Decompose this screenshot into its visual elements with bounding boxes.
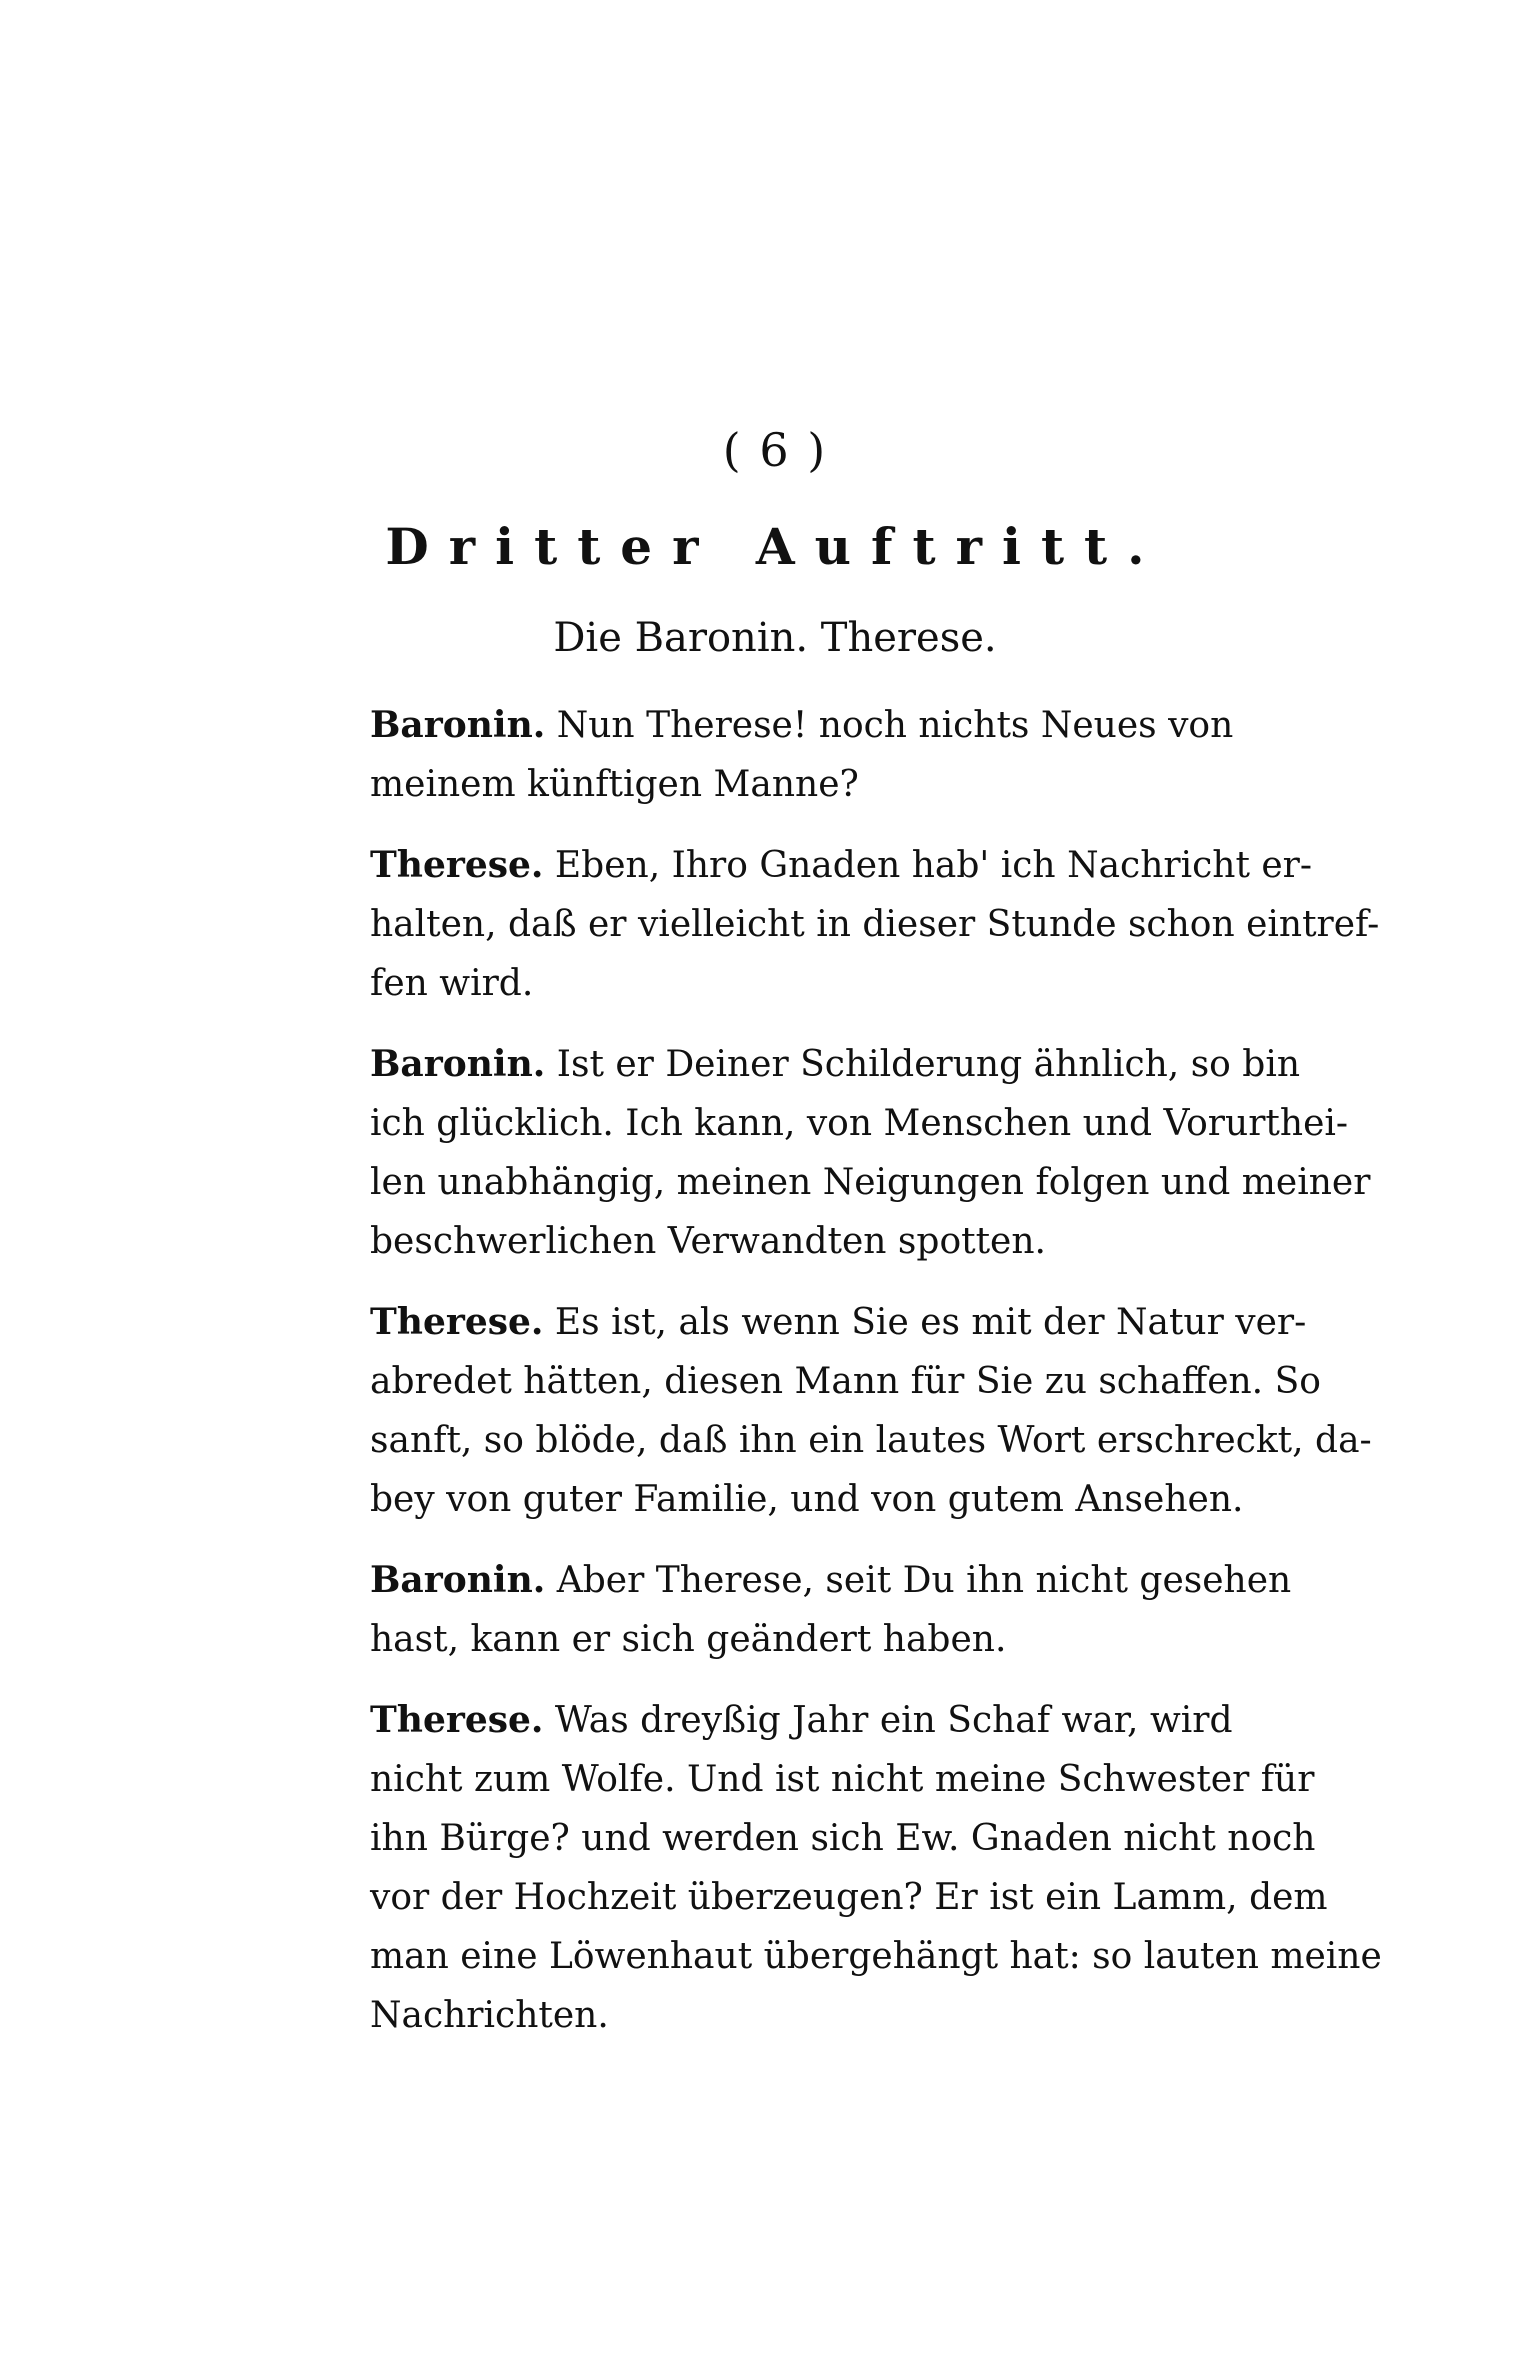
speech-paragraph bbox=[370, 1551, 1292, 1669]
speech-line bbox=[370, 1610, 1180, 1669]
speaker-name: Baronin. bbox=[370, 1043, 546, 1085]
speech-line bbox=[370, 696, 1234, 755]
page-number: ( 6 ) bbox=[722, 423, 828, 477]
speech-paragraph bbox=[370, 696, 1234, 814]
speech-line bbox=[370, 1094, 1349, 1153]
text-block bbox=[370, 420, 1382, 2067]
line-text: bey von guter Familie, und von gutem Ansehen. bbox=[370, 1479, 1244, 1520]
line-text: man eine Löwenhaut übergehängt hat: so lauten meine bbox=[370, 1936, 1382, 1977]
line-text: nicht zum Wolfe. Und ist nicht meine Schwester für bbox=[370, 1759, 1315, 1800]
speech-line bbox=[370, 1809, 1316, 1868]
speech-line bbox=[370, 1470, 1244, 1529]
speech-paragraph bbox=[370, 1691, 1382, 2045]
speech-line bbox=[370, 1868, 1328, 1927]
line-text: vor der Hochzeit überzeugen? Er ist ein Lamm, dem bbox=[370, 1877, 1328, 1918]
character-list: Die Baronin. Therese. bbox=[553, 615, 997, 661]
speech-line bbox=[370, 1691, 1233, 1750]
speech-paragraph bbox=[370, 836, 1380, 1013]
speech-line bbox=[370, 1411, 1372, 1470]
speech-paragraph bbox=[370, 1035, 1371, 1271]
scene-title: Dritter Auftritt. bbox=[385, 517, 1165, 576]
speaker-name: Therese. bbox=[370, 1699, 544, 1741]
line-text: Ist er Deiner Schilderung ähnlich, so bin bbox=[556, 1044, 1301, 1085]
speech-line bbox=[370, 895, 1380, 954]
speech-line bbox=[370, 1986, 1180, 2045]
line-text: halten, daß er vielleicht in dieser Stunde schon eintref- bbox=[370, 904, 1380, 945]
line-text: len unabhängig, meinen Neigungen folgen und meiner bbox=[370, 1162, 1371, 1203]
line-text: hast, kann er sich geändert haben. bbox=[370, 1619, 1007, 1660]
line-text: Aber Therese, seit Du ihn nicht gesehen bbox=[556, 1560, 1292, 1601]
line-text: ich glücklich. Ich kann, von Menschen und Vorurthei- bbox=[370, 1103, 1349, 1144]
speech-line bbox=[370, 1293, 1307, 1352]
line-text: ihn Bürge? und werden sich Ew. Gnaden nicht noch bbox=[370, 1818, 1316, 1859]
speech-line bbox=[370, 1153, 1371, 1212]
line-text: Nachrichten. bbox=[370, 1995, 609, 2036]
speech-line bbox=[370, 755, 1180, 814]
line-text: Was dreyßig Jahr ein Schaf war, wird bbox=[554, 1700, 1233, 1741]
dialogue bbox=[370, 696, 1382, 2045]
speech-line bbox=[370, 954, 1180, 1013]
line-text: sanft, so blöde, daß ihn ein lautes Wort erschreckt, da- bbox=[370, 1420, 1372, 1461]
line-text: abredet hätten, diesen Mann für Sie zu schaffen. So bbox=[370, 1361, 1321, 1402]
speech-paragraph bbox=[370, 1293, 1372, 1529]
speaker-name: Therese. bbox=[370, 844, 544, 886]
line-text: meinem künftigen Manne? bbox=[370, 764, 859, 805]
speech-line bbox=[370, 1212, 1180, 1271]
speech-line bbox=[370, 1352, 1321, 1411]
speech-line bbox=[370, 1750, 1315, 1809]
line-text: beschwerlichen Verwandten spotten. bbox=[370, 1221, 1046, 1262]
speech-line bbox=[370, 1927, 1382, 1986]
line-text: Eben, Ihro Gnaden hab' ich Nachricht er- bbox=[554, 845, 1313, 886]
line-text: Es ist, als wenn Sie es mit der Natur ver- bbox=[554, 1302, 1307, 1343]
line-text: Nun Therese! noch nichts Neues von bbox=[556, 705, 1234, 746]
speaker-name: Baronin. bbox=[370, 1559, 546, 1601]
line-text: fen wird. bbox=[370, 963, 534, 1004]
speech-line bbox=[370, 836, 1313, 895]
speaker-name: Baronin. bbox=[370, 704, 546, 746]
speech-line bbox=[370, 1035, 1301, 1094]
speaker-name: Therese. bbox=[370, 1301, 544, 1343]
speech-line bbox=[370, 1551, 1292, 1610]
